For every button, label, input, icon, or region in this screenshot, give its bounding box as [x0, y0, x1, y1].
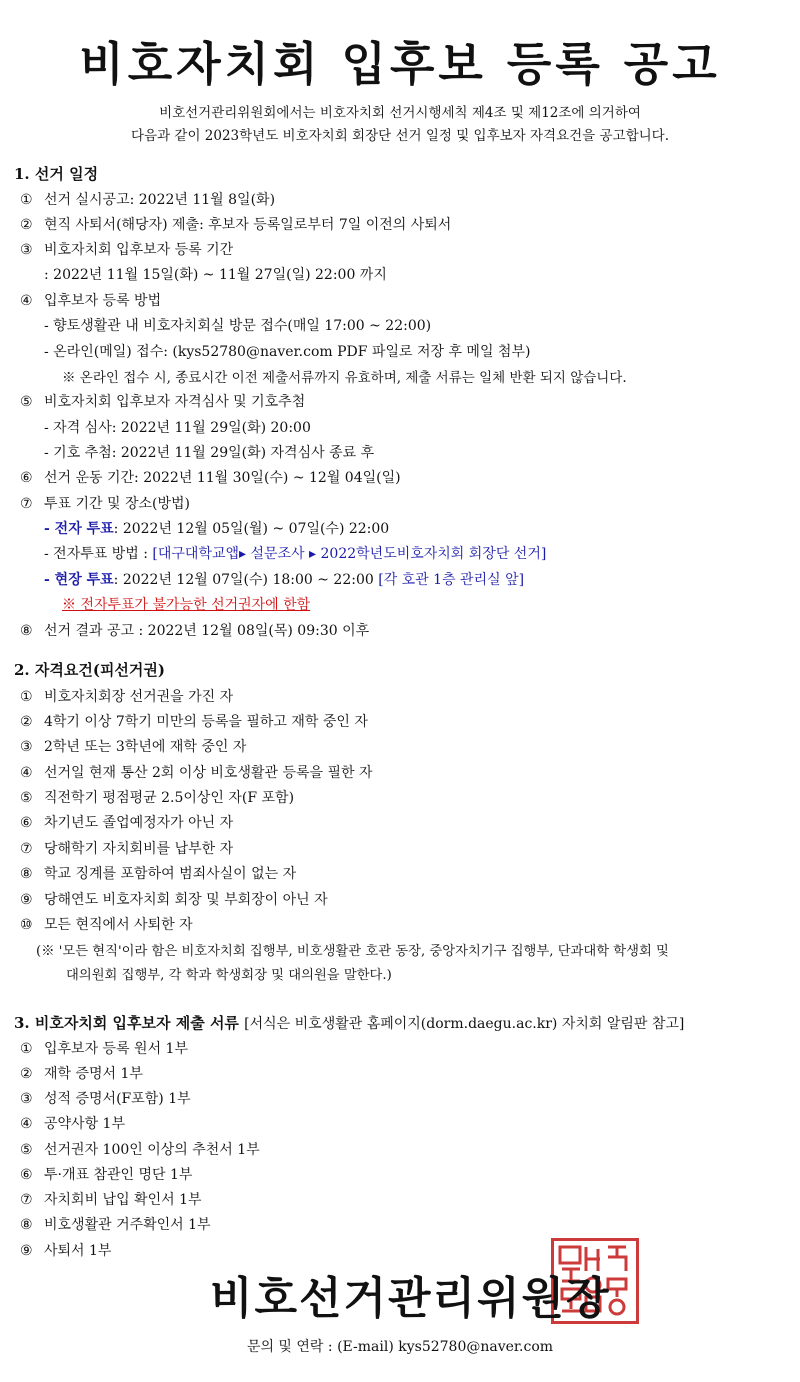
- document-item-9: [20, 1240, 111, 1260]
- item-number: ②: [20, 1066, 33, 1082]
- schedule-item-6: [20, 467, 401, 487]
- item-text: 자치회비 납입 확인서 1부: [44, 1192, 202, 1208]
- schedule-item-5: [20, 391, 305, 411]
- item-number: ⑤: [20, 790, 33, 806]
- schedule-item-4: [20, 290, 161, 310]
- item-number: ③: [20, 1091, 33, 1107]
- schedule-item-5-review: - 자격 심사: 2022년 11월 29일(화) 20:00: [44, 420, 311, 436]
- item-number: ①: [20, 192, 33, 208]
- item-text: 재학 증명서 1부: [44, 1066, 143, 1082]
- item-number: ④: [20, 765, 33, 781]
- document-item-8: [20, 1214, 211, 1234]
- item-text: 비호생활관 거주확인서 1부: [44, 1217, 211, 1233]
- item-text: 당해학기 자치회비를 납부한 자: [44, 841, 234, 857]
- item-number: ⑧: [20, 623, 33, 639]
- item-number: ①: [20, 1041, 33, 1057]
- document-item-2: [20, 1063, 143, 1083]
- item-number: ⑦: [20, 1192, 33, 1208]
- item-text: 비호자치회 입후보자 등록 기간: [44, 242, 234, 258]
- item-number: ⑤: [20, 1142, 33, 1158]
- contact-info: 문의 및 연락 : (E-mail) kys52780@naver.com: [246, 1339, 554, 1355]
- document-item-7: [20, 1189, 202, 1209]
- onsite-vote-period: : 2022년 12월 07일(수) 18:00 ~ 22:00: [113, 572, 374, 588]
- item-number: ⑥: [20, 815, 33, 831]
- item-number: ③: [20, 242, 33, 258]
- electronic-vote-label: - 전자 투표: [44, 521, 114, 537]
- item-text: 학교 징계를 포함하여 범죄사실이 없는 자: [44, 866, 297, 882]
- item-text: 모든 현직에서 사퇴한 자: [44, 917, 193, 933]
- intro-line-1: 비호선거관리위원회에서는 비호자치회 선거시행세칙 제4조 및 제12조에 의거하여: [159, 105, 641, 121]
- schedule-item-4-note: ※ 온라인 접수 시, 종료시간 이전 제출서류까지 유효하며, 제출 서류는 일체 반환 되지 않습니다.: [62, 370, 627, 386]
- item-text: 성적 증명서(F포함) 1부: [44, 1091, 191, 1107]
- item-number: ②: [20, 714, 33, 730]
- requirement-item-4: [20, 762, 373, 782]
- requirement-item-1: [20, 686, 233, 706]
- schedule-item-1: [20, 189, 275, 209]
- item-number: ⑧: [20, 1217, 33, 1233]
- requirement-item-10: [20, 914, 193, 934]
- requirement-item-6: [20, 812, 233, 832]
- item-number: ⑨: [20, 892, 33, 908]
- document-item-5: [20, 1139, 260, 1159]
- item-text: 선거 운동 기간: 2022년 11월 30일(수) ~ 12월 04일(일): [44, 470, 401, 486]
- item-number: ③: [20, 739, 33, 755]
- item-text: 차기년도 졸업예정자가 아닌 자: [44, 815, 234, 831]
- schedule-item-7-method: [44, 543, 546, 563]
- item-number: ⑥: [20, 470, 33, 486]
- vote-method-label: - 전자투표 방법 :: [44, 546, 148, 562]
- item-text: 비호자치회 입후보자 자격심사 및 기호추첨: [44, 394, 306, 410]
- document-item-1: [20, 1038, 188, 1058]
- item-text: 입후보자 등록 원서 1부: [44, 1041, 188, 1057]
- requirement-item-8: [20, 863, 296, 883]
- item-number: ②: [20, 217, 33, 233]
- committee-chair-signature: 비호선거관리위원장: [210, 1273, 611, 1324]
- schedule-item-7: [20, 493, 190, 513]
- vote-method-path: [대구대학교앱▸ 설문조사 ▸ 2022학년도비호자치회 회장단 선거]: [152, 546, 547, 562]
- item-text: 투표 기간 및 장소(방법): [44, 496, 190, 512]
- section-3-form-note: [서식은 비호생활관 홈페이지(dorm.daegu.ac.kr) 자치회 알림판 참고]: [244, 1016, 685, 1032]
- item-number: ⑥: [20, 1167, 33, 1183]
- requirement-item-9: [20, 889, 328, 909]
- schedule-item-5-draw: - 기호 추첨: 2022년 11월 29일(화) 자격심사 종료 후: [44, 445, 375, 461]
- item-text: 선거일 현재 통산 2회 이상 비호생활관 등록을 필한 자: [44, 765, 373, 781]
- item-text: 현직 사퇴서(해당자) 제출: 후보자 등록일로부터 7일 이전의 사퇴서: [44, 217, 452, 233]
- electronic-vote-period: : 2022년 12월 05일(월) ~ 07일(수) 22:00: [113, 521, 390, 537]
- section-2-heading: 2. 자격요건(피선거권): [14, 661, 165, 679]
- item-number: ⑧: [20, 866, 33, 882]
- item-number: ④: [20, 1116, 33, 1132]
- item-text: 비호자치회장 선거권을 가진 자: [44, 689, 234, 705]
- schedule-item-7-note: ※ 전자투표가 불가능한 선거권자에 한함: [62, 597, 311, 613]
- intro-line-2: 다음과 같이 2023학년도 비호자치회 회장단 선거 일정 및 입후보자 자격요건을 공고합니다.: [131, 128, 669, 144]
- requirement-item-2: [20, 711, 368, 731]
- item-text: 투·개표 참관인 명단 1부: [44, 1167, 193, 1183]
- section-3-heading: [14, 1012, 684, 1033]
- item-number: ⑦: [20, 496, 33, 512]
- schedule-item-7-onsite: [44, 569, 524, 589]
- item-number: ⑤: [20, 394, 33, 410]
- schedule-item-3-period: : 2022년 11월 15일(화) ~ 11월 27일(일) 22:00 까지: [44, 267, 387, 283]
- document-item-4: [20, 1113, 125, 1133]
- requirement-item-3: [20, 736, 246, 756]
- document-item-6: [20, 1164, 192, 1184]
- item-number: ④: [20, 293, 33, 309]
- item-text: 사퇴서 1부: [44, 1243, 112, 1259]
- item-number: ⑨: [20, 1243, 33, 1259]
- item-text: 직전학기 평점평균 2.5이상인 자(F 포함): [44, 790, 295, 806]
- item-text: 2학년 또는 3학년에 재학 중인 자: [44, 739, 247, 755]
- document-item-3: [20, 1088, 191, 1108]
- item-number: ①: [20, 689, 33, 705]
- schedule-item-2: [20, 214, 451, 234]
- requirement-item-5: [20, 787, 294, 807]
- item-number: ⑦: [20, 841, 33, 857]
- item-text: 4학기 이상 7학기 미만의 등록을 필하고 재학 중인 자: [44, 714, 368, 730]
- requirement-item-7: [20, 838, 233, 858]
- requirement-note-line-2: 대의원회 집행부, 각 학과 학생회장 및 대의원을 말한다.): [66, 968, 392, 983]
- item-number: ⑩: [20, 917, 33, 933]
- schedule-item-4-visit: - 향토생활관 내 비호자치회실 방문 접수(매일 17:00 ~ 22:00): [44, 318, 432, 334]
- page-title: 비호자치회 입후보 등록 공고: [79, 37, 721, 91]
- item-text: 입후보자 등록 방법: [44, 293, 162, 309]
- item-text: 선거권자 100인 이상의 추천서 1부: [44, 1142, 260, 1158]
- onsite-vote-label: - 현장 투표: [44, 572, 114, 588]
- section-3-title: 3. 비호자치회 입후보자 제출 서류: [14, 1014, 239, 1032]
- schedule-item-8: [20, 620, 369, 640]
- schedule-item-3: [20, 239, 233, 259]
- item-text: 당해연도 비호자치회 회장 및 부회장이 아닌 자: [44, 892, 328, 908]
- section-1-heading: 1. 선거 일정: [14, 165, 99, 183]
- schedule-item-4-online: - 온라인(메일) 접수: (kys52780@naver.com PDF 파일로 저장 후 메일 첨부): [44, 344, 531, 360]
- onsite-vote-place: [각 호관 1층 관리실 앞]: [378, 572, 525, 588]
- schedule-item-7-electronic: [44, 518, 389, 538]
- item-text: 공약사항 1부: [44, 1116, 125, 1132]
- item-text: 선거 실시공고: 2022년 11월 8일(화): [44, 192, 276, 208]
- requirement-note-line-1: (※ '모든 현직'이라 함은 비호자치회 집행부, 비호생활관 호관 동장, 중앙자치기구 집행부, 단과대학 학생회 및: [36, 944, 669, 959]
- item-text: 선거 결과 공고 : 2022년 12월 08일(목) 09:30 이후: [44, 623, 370, 639]
